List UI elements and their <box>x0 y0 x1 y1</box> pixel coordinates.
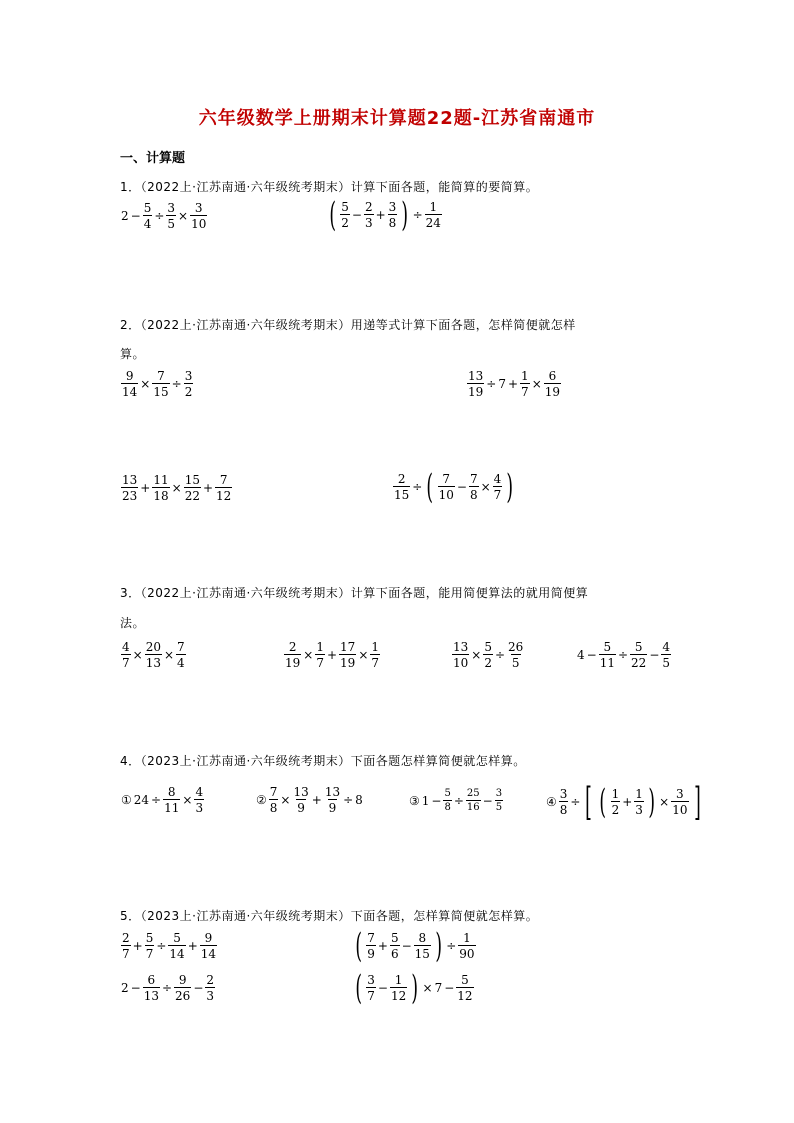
numerator: 20 <box>145 640 161 654</box>
operator: + <box>202 481 214 495</box>
fraction <box>339 641 356 669</box>
numerator: 26 <box>508 640 524 654</box>
denominator: 8 <box>559 803 568 817</box>
fraction <box>425 201 442 229</box>
operator: ÷ <box>161 981 173 995</box>
numerator: 2 <box>122 931 130 945</box>
fraction <box>456 974 473 1002</box>
expression <box>451 641 525 669</box>
denominator: 22 <box>184 489 200 503</box>
operator: ÷ <box>453 794 464 808</box>
denominator: 13 <box>145 656 161 670</box>
parenthesis: ( <box>355 926 362 966</box>
operator: − <box>351 208 362 222</box>
numerator: 1 <box>611 787 620 801</box>
operator: 7 <box>498 377 506 391</box>
operator: 1 <box>421 794 430 808</box>
parenthesis: ( <box>426 467 434 507</box>
expression <box>545 780 704 824</box>
numerator: 4 <box>195 785 204 799</box>
fraction <box>390 932 400 960</box>
denominator: 14 <box>200 947 217 961</box>
expression <box>352 926 477 966</box>
operator: ③ <box>409 794 420 808</box>
fraction <box>184 370 194 398</box>
expression <box>392 467 517 507</box>
denominator: 3 <box>635 803 643 817</box>
numerator: 2 <box>288 640 297 654</box>
operator: × <box>531 377 542 391</box>
numerator: 4 <box>122 640 130 654</box>
fraction <box>269 786 279 814</box>
operator: × <box>182 793 193 807</box>
denominator: 3 <box>364 216 373 230</box>
operator: + <box>375 208 386 222</box>
numerator: 3 <box>388 200 397 214</box>
numerator: 5 <box>634 640 643 654</box>
numerator: 9 <box>204 931 213 945</box>
fraction <box>414 932 431 960</box>
numerator: 5 <box>173 931 181 945</box>
numerator: 9 <box>178 973 187 987</box>
operator: × <box>659 795 670 809</box>
operator: × <box>480 480 491 494</box>
denominator: 12 <box>390 989 407 1003</box>
fraction <box>520 370 530 398</box>
denominator: 7 <box>367 989 375 1003</box>
numerator: 3 <box>184 369 193 383</box>
denominator: 19 <box>340 656 356 670</box>
parenthesis: ( <box>355 968 362 1008</box>
numerator: 6 <box>147 973 156 987</box>
denominator: 6 <box>390 947 399 961</box>
numerator: 7 <box>367 931 375 945</box>
denominator: 5 <box>662 656 671 670</box>
numerator: 13 <box>468 369 484 383</box>
numerator: 13 <box>122 473 138 487</box>
denominator: 7 <box>493 488 502 502</box>
denominator: 9 <box>367 947 375 961</box>
operator: ÷ <box>494 648 506 662</box>
fraction <box>184 474 201 502</box>
operator: 8 <box>355 793 363 807</box>
numerator: 1 <box>394 973 403 987</box>
fraction <box>495 789 503 813</box>
operator: − <box>444 981 455 995</box>
operator: − <box>377 981 388 995</box>
operator: ÷ <box>151 793 162 807</box>
operator: − <box>130 209 141 223</box>
operator: + <box>311 793 322 807</box>
operator: + <box>187 939 198 953</box>
fraction <box>200 932 217 960</box>
operator: − <box>130 981 141 995</box>
numerator: 17 <box>340 640 356 654</box>
operator: × <box>303 648 314 662</box>
denominator: 7 <box>521 385 529 399</box>
fraction <box>388 201 398 229</box>
denominator: 2 <box>484 656 492 670</box>
operator: × <box>163 648 175 662</box>
operator: × <box>422 981 433 995</box>
operator: 24 <box>133 793 150 807</box>
fraction <box>174 974 191 1002</box>
operator: ④ <box>546 795 557 809</box>
numerator: 1 <box>316 640 324 654</box>
denominator: 15 <box>414 947 430 961</box>
denominator: 24 <box>425 216 441 230</box>
numerator: 2 <box>364 200 373 214</box>
fraction <box>121 474 138 502</box>
denominator: 18 <box>153 489 169 503</box>
denominator: 7 <box>122 947 130 961</box>
numerator: 8 <box>418 931 427 945</box>
fraction <box>671 788 688 816</box>
denominator: 4 <box>143 217 152 231</box>
numerator: 1 <box>635 787 643 801</box>
fraction <box>559 788 569 816</box>
numerator: 5 <box>390 931 399 945</box>
expression <box>120 974 216 1002</box>
operator: + <box>132 939 143 953</box>
fraction <box>292 786 309 814</box>
fraction <box>143 974 160 1002</box>
fraction <box>168 932 185 960</box>
expression <box>120 932 218 960</box>
question-4-text: 4．（2023上·江苏南通·六年级统考期末）下面各题怎样算简便就怎样算。 <box>120 754 526 768</box>
expression <box>283 641 381 669</box>
fraction <box>452 641 469 669</box>
operator: + <box>140 481 151 495</box>
fraction <box>145 932 155 960</box>
operator: − <box>401 939 412 953</box>
numerator: 3 <box>194 201 203 215</box>
operator: − <box>456 480 467 494</box>
fraction <box>121 641 131 669</box>
fraction <box>163 786 180 814</box>
denominator: 8 <box>388 216 397 230</box>
denominator: 7 <box>145 947 154 961</box>
denominator: 3 <box>195 801 204 815</box>
numerator: 7 <box>177 640 185 654</box>
denominator: 7 <box>316 656 324 670</box>
operator: ÷ <box>343 793 354 807</box>
numerator: 7 <box>219 473 228 487</box>
operator: 7 <box>434 981 443 995</box>
operator: × <box>280 793 291 807</box>
fraction <box>611 788 621 816</box>
denominator: 10 <box>191 217 207 231</box>
fraction <box>438 473 455 501</box>
fraction <box>366 932 376 960</box>
numerator: 7 <box>269 785 278 799</box>
operator: + <box>377 939 388 953</box>
expression <box>576 641 672 669</box>
expression <box>120 474 233 502</box>
expression <box>326 195 443 235</box>
operator: + <box>507 377 519 391</box>
numerator: 15 <box>184 473 200 487</box>
fraction <box>393 473 410 501</box>
numerator: 2 <box>397 472 406 486</box>
fraction <box>443 789 451 813</box>
fraction <box>143 202 153 230</box>
expression <box>466 370 562 398</box>
numerator: 3 <box>367 973 375 987</box>
numerator: 4 <box>662 640 671 654</box>
numerator: 5 <box>603 640 612 654</box>
fraction <box>340 201 350 229</box>
operator: × <box>471 648 482 662</box>
bracket: [ <box>585 780 593 824</box>
denominator: 12 <box>457 989 473 1003</box>
denominator: 19 <box>544 385 561 399</box>
numerator: 3 <box>495 788 503 799</box>
numerator: 11 <box>153 473 169 487</box>
question-5-text: 5．（2023上·江苏南通·六年级统考期末）下面各题，怎样算简便就怎样算。 <box>120 909 539 923</box>
operator: ÷ <box>156 939 167 953</box>
fraction <box>190 202 207 230</box>
numerator: 1 <box>371 640 380 654</box>
operator: + <box>326 648 338 662</box>
parenthesis: ( <box>329 195 336 235</box>
fraction <box>458 932 475 960</box>
expression <box>120 370 194 398</box>
expression <box>120 641 187 669</box>
numerator: 5 <box>341 200 349 214</box>
denominator: 7 <box>122 656 130 670</box>
fraction <box>315 641 325 669</box>
parenthesis: ) <box>411 968 419 1008</box>
parenthesis: ( <box>599 782 607 822</box>
denominator: 8 <box>444 802 451 813</box>
operator: − <box>649 648 660 662</box>
fraction <box>205 974 215 1002</box>
numerator: 13 <box>453 640 469 654</box>
numerator: 5 <box>461 973 469 987</box>
expression <box>120 202 208 230</box>
numerator: 8 <box>167 785 176 799</box>
page-title: 六年级数学上册期末计算题22题-江苏省南通市 <box>198 108 596 129</box>
denominator: 14 <box>169 947 185 961</box>
denominator: 26 <box>175 989 191 1003</box>
denominator: 9 <box>328 801 337 815</box>
question-2-text: 2．（2022上·江苏南通·六年级统考期末）用递等式计算下面各题，怎样简便就怎样 <box>120 318 576 332</box>
denominator: 5 <box>495 802 503 813</box>
denominator: 3 <box>206 989 215 1003</box>
numerator: 1 <box>463 931 471 945</box>
fraction <box>166 202 176 230</box>
fraction <box>469 473 479 501</box>
question-3-text-cont: 法。 <box>120 616 146 630</box>
denominator: 2 <box>184 385 193 399</box>
fraction <box>466 789 481 813</box>
fraction <box>121 932 131 960</box>
fraction <box>194 786 204 814</box>
numerator: 9 <box>125 369 134 383</box>
fraction <box>507 641 524 669</box>
denominator: 13 <box>143 989 159 1003</box>
numerator: 13 <box>293 785 309 799</box>
operator: 2 <box>121 209 129 223</box>
numerator: 2 <box>206 973 215 987</box>
expression <box>120 786 205 814</box>
operator: ÷ <box>171 377 182 391</box>
bracket: ] <box>693 780 701 824</box>
operator: × <box>178 209 189 223</box>
fraction <box>145 641 162 669</box>
fraction <box>599 641 616 669</box>
numerator: 5 <box>484 640 492 654</box>
numerator: 7 <box>157 369 165 383</box>
fraction <box>630 641 647 669</box>
denominator: 7 <box>371 656 380 670</box>
denominator: 4 <box>177 656 185 670</box>
operator: ÷ <box>412 208 423 222</box>
numerator: 25 <box>466 788 480 799</box>
expression <box>352 968 475 1008</box>
operator: ÷ <box>486 377 497 391</box>
operator: − <box>193 981 204 995</box>
denominator: 11 <box>164 801 180 815</box>
numerator: 7 <box>469 472 478 486</box>
fraction <box>390 974 407 1002</box>
numerator: 4 <box>493 472 502 486</box>
fraction <box>364 201 374 229</box>
question-3-text: 3．（2022上·江苏南通·六年级统考期末）计算下面各题，能用简便算法的就用简便算 <box>120 586 589 600</box>
denominator: 2 <box>341 216 349 230</box>
denominator: 8 <box>469 488 478 502</box>
denominator: 19 <box>468 385 484 399</box>
parenthesis: ) <box>648 782 655 822</box>
numerator: 13 <box>324 785 341 799</box>
fraction <box>121 370 138 398</box>
fraction <box>370 641 380 669</box>
numerator: 3 <box>676 787 684 801</box>
operator: 2 <box>121 981 129 995</box>
denominator: 11 <box>599 656 615 670</box>
operator: − <box>586 648 597 662</box>
expression <box>255 786 364 814</box>
denominator: 90 <box>459 947 475 961</box>
denominator: 12 <box>216 489 232 503</box>
numerator: 1 <box>521 369 529 383</box>
denominator: 22 <box>631 656 647 670</box>
fraction <box>661 641 671 669</box>
operator: ÷ <box>617 648 629 662</box>
denominator: 23 <box>122 489 138 503</box>
fraction <box>483 641 493 669</box>
operator: + <box>622 795 633 809</box>
operator: × <box>171 481 182 495</box>
numerator: 3 <box>559 787 568 801</box>
section-heading: 一、计算题 <box>120 151 186 166</box>
operator: 4 <box>577 648 585 662</box>
denominator: 16 <box>466 802 480 813</box>
question-2-text-cont: 算。 <box>120 347 146 361</box>
parenthesis: ) <box>401 195 409 235</box>
parenthesis: ) <box>435 926 442 966</box>
fraction <box>152 474 169 502</box>
denominator: 9 <box>297 801 305 815</box>
denominator: 10 <box>672 803 688 817</box>
numerator: 5 <box>145 931 154 945</box>
denominator: 15 <box>394 488 410 502</box>
fraction <box>366 974 376 1002</box>
parenthesis: ) <box>506 467 514 507</box>
denominator: 10 <box>453 656 469 670</box>
operator: − <box>482 794 493 808</box>
operator: ÷ <box>570 795 581 809</box>
denominator: 5 <box>511 656 520 670</box>
denominator: 8 <box>269 801 278 815</box>
fraction <box>284 641 301 669</box>
fraction <box>176 641 186 669</box>
operator: ① <box>121 793 132 807</box>
denominator: 10 <box>438 488 454 502</box>
fraction <box>544 370 561 398</box>
numerator: 5 <box>444 788 451 799</box>
numerator: 1 <box>429 200 438 214</box>
denominator: 2 <box>611 803 620 817</box>
numerator: 3 <box>167 201 176 215</box>
numerator: 6 <box>548 369 557 383</box>
operator: ÷ <box>446 939 457 953</box>
denominator: 15 <box>153 385 169 399</box>
operator: × <box>132 648 143 662</box>
expression <box>408 789 504 813</box>
operator: × <box>140 377 151 391</box>
numerator: 7 <box>442 472 451 486</box>
operator: × <box>358 648 369 662</box>
operator: ÷ <box>154 209 165 223</box>
operator: ② <box>256 793 267 807</box>
fraction <box>215 474 232 502</box>
question-1-text: 1．（2022上·江苏南通·六年级统考期末）计算下面各题，能简算的要简算。 <box>120 180 539 194</box>
denominator: 14 <box>122 385 138 399</box>
fraction <box>634 788 644 816</box>
fraction <box>493 473 503 501</box>
fraction <box>467 370 484 398</box>
operator: ÷ <box>412 480 423 494</box>
fraction <box>324 786 341 814</box>
operator: − <box>431 794 442 808</box>
denominator: 19 <box>285 656 301 670</box>
fraction <box>152 370 169 398</box>
numerator: 5 <box>143 201 152 215</box>
denominator: 5 <box>167 217 176 231</box>
